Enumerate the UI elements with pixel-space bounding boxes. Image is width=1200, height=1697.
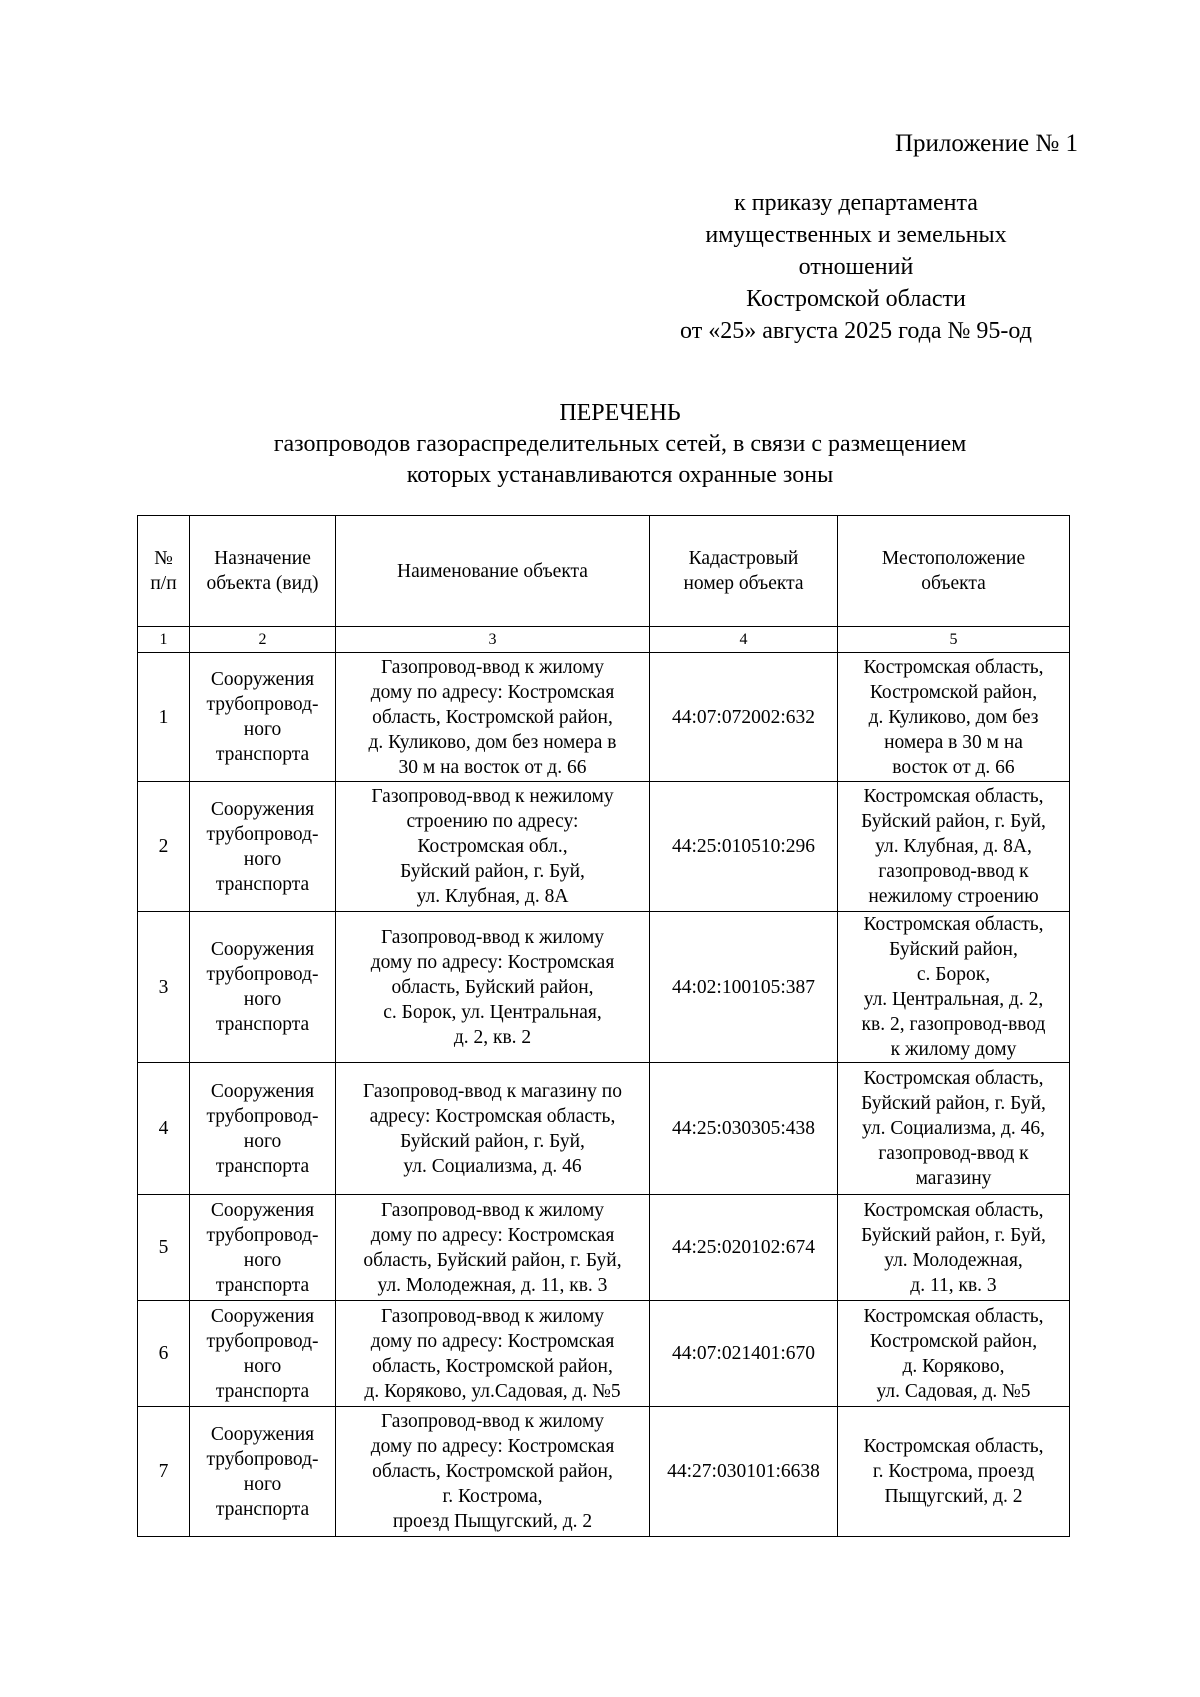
table-row [138,1195,1070,1301]
object-location-line: Костромская область, [863,914,1044,935]
object-location [838,912,1070,1063]
object-name-line: Газопровод-ввод к нежилому [371,786,614,807]
object-name [336,1063,650,1195]
appendix-title: Приложение № 1 [894,130,1078,157]
object-location-line: Костромской район, [869,681,1038,703]
object-purpose-line: трубопровод- [206,1448,319,1470]
object-purpose-line: Сооружения [210,1199,315,1221]
object-location-line: Буйский район, г. Буй, [861,811,1046,832]
cadastral-number: 44:25:010510:296 [650,782,838,912]
object-location [838,1063,1070,1195]
table-row [138,1301,1070,1407]
object-name-line: 30 м на восток от д. 66 [398,756,587,778]
object-name-line: область, Костромской район, [372,706,613,728]
order-line: от «25» августа 2025 года № 95-од [680,318,1032,344]
header-name: Наименование объекта [336,516,650,627]
object-purpose-line: трубопровод- [206,823,319,845]
object-name [336,653,650,782]
object-name-line: ул. Социализма, д. 46 [403,1155,582,1177]
object-purpose-line: ного [243,989,282,1010]
object-name [336,1195,650,1301]
object-location-line: Костромская область, [863,1305,1044,1327]
object-location-line: г. Кострома, проезд [872,1461,1035,1482]
table-body [138,653,1070,1537]
object-name-line: Костромская обл., [417,836,568,857]
object-name-line: Газопровод-ввод к жилому [380,656,605,678]
object-location-line: Костромская область, [863,1068,1044,1089]
object-location-line: нежилому строению [868,886,1039,907]
cadastral-number: 44:07:072002:632 [650,653,838,782]
object-location-line: д. Куликово, дом без [868,706,1039,728]
object-name-line: Буйский район, г. Буй, [400,1130,585,1152]
object-location-line: с. Борок, [916,964,991,985]
object-name-line: дому по адресу: Костромская [370,951,615,973]
header-purpose: Назначение объекта (вид) [190,516,336,627]
objects-table [137,515,1070,1537]
object-purpose [190,782,336,912]
object-name-line: область, Костромской район, [372,1461,613,1482]
object-name-line: Газопровод-ввод к жилому [380,1411,605,1432]
column-number-row [138,627,1070,653]
object-location-line: кв. 2, газопровод-ввод [861,1014,1046,1035]
object-purpose-line: ного [243,1130,282,1152]
cadastral-number: 44:27:030101:6638 [650,1407,838,1537]
object-purpose [190,1195,336,1301]
object-purpose-line: Сооружения [210,1305,315,1327]
column-number: 5 [838,627,1070,653]
row-number: 1 [138,653,190,782]
object-name [336,1407,650,1537]
object-name-line: проезд Пыщугский, д. 2 [392,1511,593,1532]
object-location-line: Костромская область, [863,656,1044,678]
object-name-line: д. Куликово, дом без номера в [368,731,617,753]
table-row [138,653,1070,782]
cadastral-number: 44:02:100105:387 [650,912,838,1063]
object-location-line: Буйский район, г. Буй, [861,1093,1046,1114]
cadastral-number: 44:25:030305:438 [650,1063,838,1195]
row-number: 2 [138,782,190,912]
column-number: 3 [336,627,650,653]
object-purpose-line: ного [243,848,282,870]
object-location [838,1195,1070,1301]
object-purpose-line: ного [243,1355,282,1377]
object-name-line: область, Буйский район, [391,976,594,998]
object-location [838,653,1070,782]
object-location [838,1301,1070,1407]
object-location-line: Костромская область, [863,1436,1044,1457]
object-name [336,912,650,1063]
row-number: 6 [138,1301,190,1407]
object-purpose-line: транспорта [215,1274,310,1296]
object-location-line: ул. Клубная, д. 8А, [875,836,1032,857]
object-location-line: ул. Молодежная, [884,1249,1023,1271]
object-location-line: Буйский район, г. Буй, [861,1224,1046,1246]
object-location-line: номера в 30 м на [884,731,1023,753]
header-location: Местоположение объекта [838,516,1070,627]
object-purpose-line: Сооружения [210,939,315,960]
object-name-line: область, Буйский район, г. Буй, [363,1249,622,1271]
object-purpose-line: транспорта [215,873,310,895]
object-purpose [190,1301,336,1407]
object-purpose [190,912,336,1063]
object-location-line: Пыщугский, д. 2 [884,1486,1023,1507]
object-purpose-line: Сооружения [210,1080,315,1102]
object-location-line: д. 11, кв. 3 [910,1274,997,1296]
table-row [138,782,1070,912]
object-location-line: ул. Садовая, д. №5 [876,1380,1031,1402]
object-purpose-line: Сооружения [210,1423,315,1445]
object-purpose-line: трубопровод- [206,694,319,715]
object-purpose-line: транспорта [215,1155,310,1177]
table-row [138,912,1070,1063]
order-reference [596,187,1116,347]
column-number: 2 [190,627,336,653]
object-name-line: строению по адресу: [406,811,579,832]
column-number: 1 [138,627,190,653]
header-number: № п/п [138,516,190,627]
object-purpose-line: трубопровод- [206,964,319,985]
list-title-block [0,398,1200,491]
row-number: 5 [138,1195,190,1301]
cadastral-number: 44:25:020102:674 [650,1195,838,1301]
object-location-line: Буйский район, [889,939,1018,960]
object-purpose-line: ного [243,1249,282,1271]
list-heading: ПЕРЕЧЕНЬ [559,400,681,426]
object-name-line: область, Костромской район, [372,1355,613,1377]
order-line: к приказу департамента [734,190,978,216]
object-purpose-line: транспорта [215,744,310,765]
object-name-line: дому по адресу: Костромская [370,1330,615,1352]
object-name-line: г. Кострома, [442,1486,543,1507]
order-line: отношений [798,254,914,280]
table-row [138,1063,1070,1195]
row-number: 4 [138,1063,190,1195]
object-name-line: Газопровод-ввод к жилому [380,1305,605,1327]
object-name [336,782,650,912]
object-location-line: ул. Социализма, д. 46, [861,1118,1046,1139]
object-purpose-line: транспорта [215,1498,310,1520]
row-number: 3 [138,912,190,1063]
object-name-line: д. 2, кв. 2 [453,1026,532,1048]
object-location-line: Костромская область, [863,786,1044,807]
object-name [336,1301,650,1407]
header-cadastral: Кадастровый номер объекта [650,516,838,627]
object-name-line: дому по адресу: Костромская [370,681,615,703]
header-row [138,516,1070,627]
object-purpose-line: Сооружения [210,669,315,690]
object-location-line: д. Коряково, [902,1355,1005,1377]
object-purpose-line: трубопровод- [206,1330,319,1352]
object-location-line: восток от д. 66 [892,756,1015,778]
object-name-line: Газопровод-ввод к жилому [380,1199,605,1221]
cadastral-number: 44:07:021401:670 [650,1301,838,1407]
object-name-line: Буйский район, г. Буй, [400,861,585,882]
object-purpose-line: трубопровод- [206,1105,319,1127]
object-location-line: Костромской район, [869,1330,1038,1352]
object-purpose-line: ного [243,719,282,740]
object-purpose-line: транспорта [215,1380,310,1402]
object-location [838,1407,1070,1537]
object-name-line: Газопровод-ввод к жилому [380,926,605,948]
table-row [138,1407,1070,1537]
object-purpose [190,653,336,782]
object-purpose [190,1407,336,1537]
object-name-line: Газопровод-ввод к магазину по [363,1080,622,1102]
order-line: имущественных и земельных [705,222,1007,248]
object-purpose-line: транспорта [215,1014,310,1035]
object-name-line: дому по адресу: Костромская [370,1436,615,1457]
object-name-line: с. Борок, ул. Центральная, [383,1001,602,1023]
object-name-line: ул. Молодежная, д. 11, кв. 3 [377,1274,608,1296]
object-name-line: адресу: Костромская область, [369,1105,616,1127]
order-line: Костромской области [746,286,966,312]
object-location-line: магазину [915,1168,992,1189]
object-location-line: газопровод-ввод к [878,861,1029,882]
row-number: 7 [138,1407,190,1537]
object-purpose [190,1063,336,1195]
object-name-line: дому по адресу: Костромская [370,1224,615,1246]
object-location [838,782,1070,912]
object-location-line: ул. Центральная, д. 2, [863,989,1044,1010]
object-name-line: д. Коряково, ул.Садовая, д. №5 [364,1380,621,1402]
object-purpose-line: ного [243,1473,282,1495]
object-location-line: газопровод-ввод к [878,1143,1029,1164]
object-purpose-line: Сооружения [210,798,315,820]
object-purpose-line: трубопровод- [206,1224,319,1246]
object-location-line: Костромская область, [863,1199,1044,1221]
object-location-line: к жилому дому [890,1039,1017,1060]
list-subtitle-line: которых устанавливаются охранные зоны [406,462,834,488]
object-name-line: ул. Клубная, д. 8А [416,886,569,907]
list-subtitle-line: газопроводов газораспределительных сетей, в связи с размещением [273,431,967,457]
column-number: 4 [650,627,838,653]
